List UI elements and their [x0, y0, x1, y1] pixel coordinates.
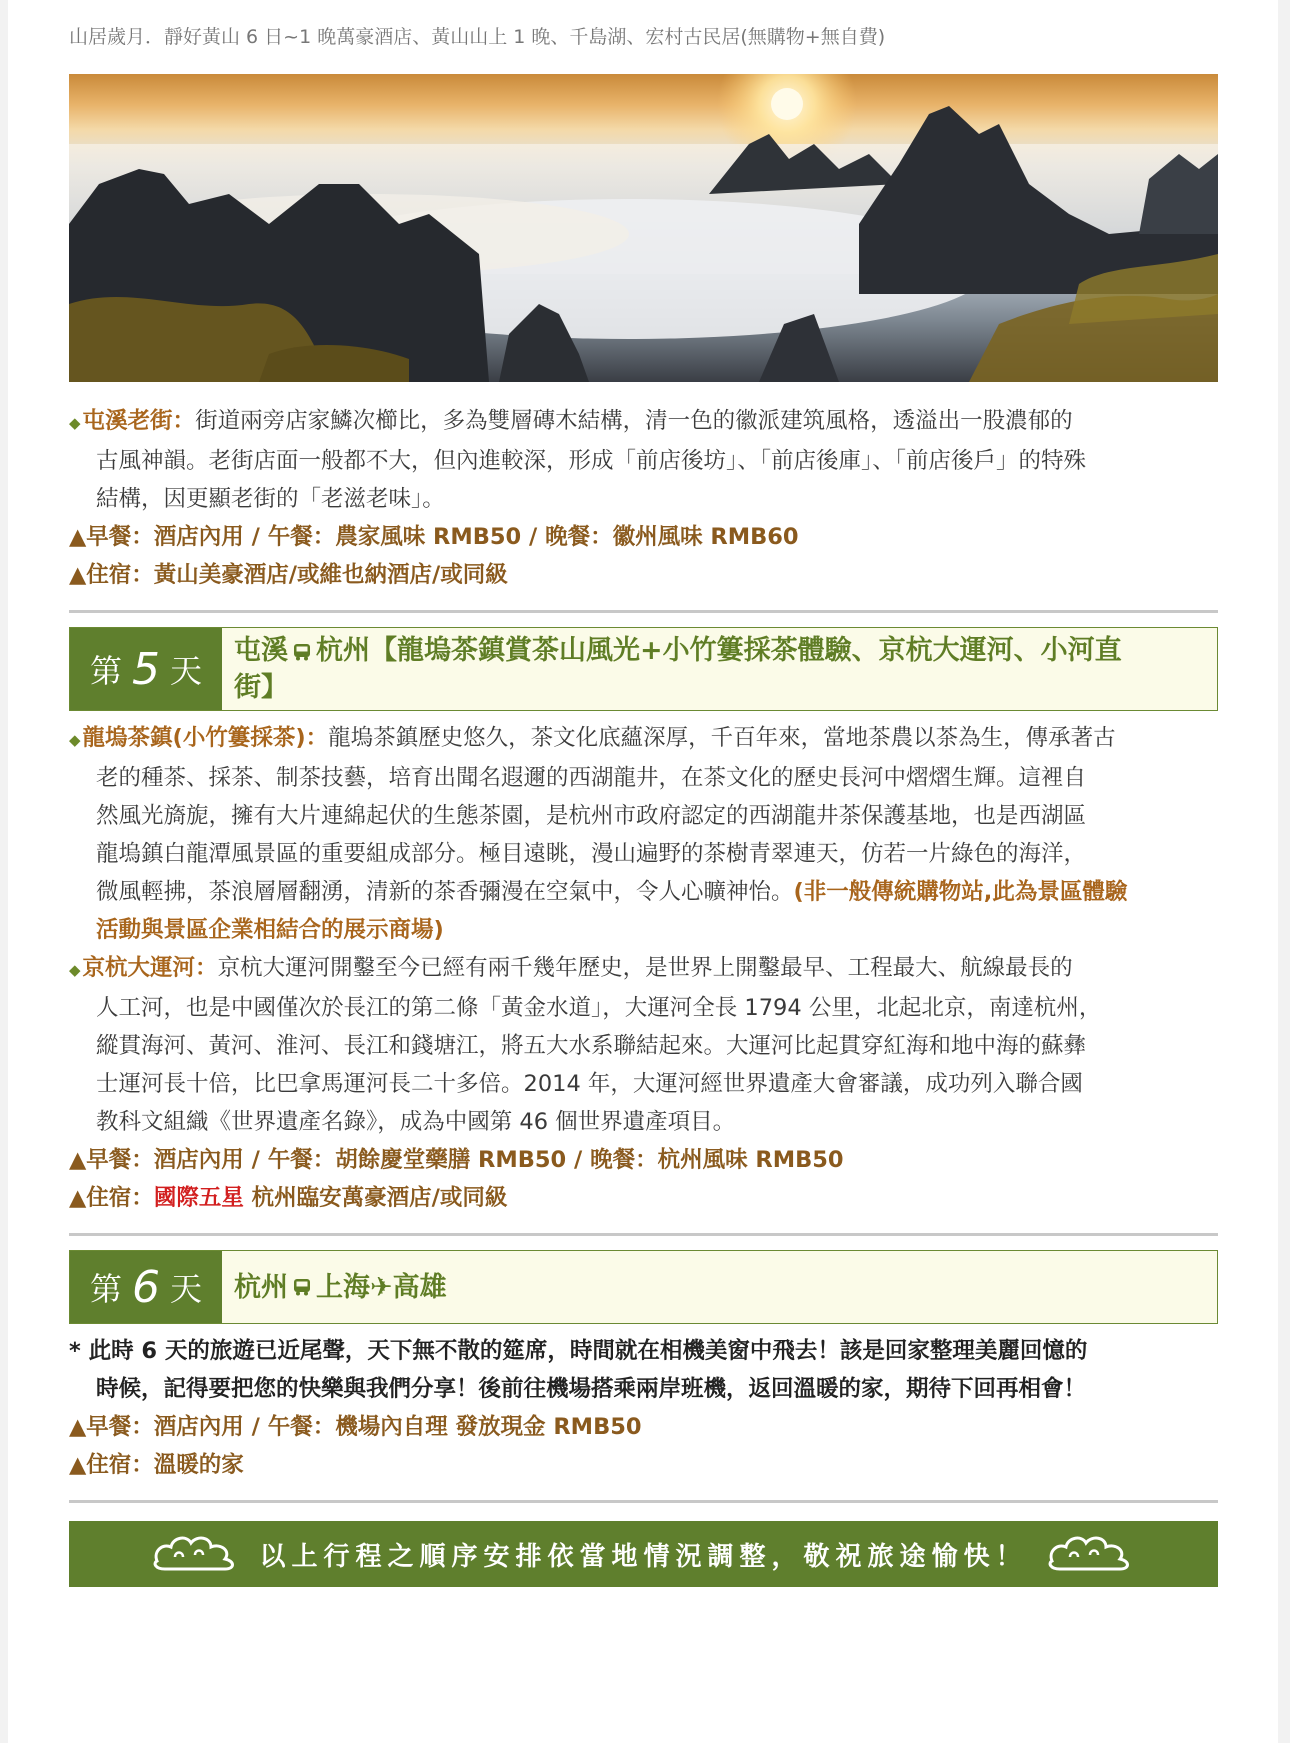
day6-header: [69, 1250, 1218, 1324]
bus-icon: [292, 642, 312, 662]
hotel-name: 杭州臨安萬豪酒店/或同級: [243, 1185, 508, 1211]
mountain-landscape-illustration: [69, 74, 1218, 382]
day6-badge: [70, 1251, 222, 1323]
diamond-bullet-icon: ◆: [69, 414, 81, 432]
auspicious-cloud-icon: [1046, 1529, 1136, 1580]
hotel-star-rating: 國際五星: [153, 1185, 244, 1211]
auspicious-cloud-icon: [151, 1529, 241, 1580]
attraction-name: 屯溪老街：: [82, 408, 196, 434]
diamond-bullet-icon: ◆: [69, 731, 81, 749]
longwu-line-1: [69, 719, 1218, 759]
attraction-name: 京杭大運河：: [82, 955, 218, 981]
longwu-tea-town-section: [69, 719, 1218, 949]
page-edge-right: [1278, 0, 1290, 1743]
bus-icon: [292, 1277, 312, 1297]
page-title: 山居歲月．靜好黃山 6 日~1 晚萬豪酒店、黃山山上 1 晚、千島湖、宏村古民居(無購物+無自費): [69, 26, 886, 48]
canal-line-3: 縱貫海河、黃河、淮河、長江和錢塘江，將五大水系聯結起來。大運河比起貫穿紅海和地中海的蘇彝: [96, 1033, 1087, 1059]
day-suffix: 天: [170, 1270, 203, 1308]
itinerary-content: [69, 0, 1218, 1587]
canal-line-2: 人工河，也是中國僅次於長江的第二條「黃金水道」，大運河全長 1794 公里，北起北京，南達杭州，: [96, 995, 1102, 1021]
section-divider: [69, 1500, 1218, 1503]
shopping-note-line-2: 活動與景區企業相結合的展示商場): [96, 917, 444, 943]
canal-line-1: [69, 949, 1218, 989]
footer-banner: [69, 1521, 1218, 1587]
section-divider: [69, 610, 1218, 613]
longwu-line-5: [69, 873, 1218, 911]
longwu-line-2: 老的種茶、採茶、制茶技藝，培育出聞名遐邇的西湖龍井，在茶文化的歷史長河中熠熠生輝。這裡自: [96, 765, 1087, 791]
route-rest: 杭州【龍塢茶鎮賞茶山風光+小竹簍採茶體驗、京杭大運河、小河直: [316, 635, 1122, 666]
attraction-text: 街道兩旁店家鱗次櫛比，多為雙層磚木結構，清一色的徽派建筑風格，透溢出一股濃郁的: [195, 408, 1073, 434]
day5-title: [222, 628, 1134, 710]
day-suffix: 天: [170, 652, 203, 690]
day6-note-line-2: 時候，記得要把您的快樂與我們分享！後前往機場搭乘兩岸班機，返回溫暖的家，期待下回再相會！: [96, 1376, 1087, 1402]
canal-line-4: 士運河長十倍，比巴拿馬運河長二十多倍。2014 年，大運河經世界遺產大會審議，成功列入聯合國: [96, 1071, 1083, 1097]
day6-meals: ▲早餐：酒店內用 / 午餐：機場內自理 發放現金 RMB50: [69, 1414, 642, 1440]
route-origin: 杭州: [234, 1271, 288, 1303]
page-edge-left: [0, 0, 8, 1743]
tunxi-old-street-line-1: [69, 402, 1218, 442]
plane-icon: ✈: [370, 1271, 393, 1303]
day6-title: [222, 1251, 459, 1323]
day5-badge: [70, 628, 222, 710]
longwu-line-4: 龍塢鎮白龍潭風景區的重要組成部分。極目遠眺，漫山遍野的茶樹青翠連天，仿若一片綠色的海洋，: [96, 841, 1087, 867]
attraction-name: 龍塢茶鎮(小竹簍採茶)：: [82, 725, 329, 751]
section-divider: [69, 1233, 1218, 1236]
day-prefix: 第: [89, 1270, 122, 1308]
attraction-text: 龍塢茶鎮歷史悠久，茶文化底蘊深厚，千百年來，當地茶農以茶為生，傳承著古: [328, 725, 1116, 751]
route-destination: 高雄: [392, 1271, 447, 1303]
diamond-bullet-icon: ◆: [69, 961, 81, 979]
shopping-note: (非一般傳統購物站,此為景區體驗: [793, 879, 1128, 905]
day-number: 6: [132, 1261, 160, 1313]
tunxi-old-street-line-2: 古風神韻。老街店面一般都不大，但內進較深，形成「前店後坊」、「前店後庫」、「前店後戶」的特殊: [96, 448, 1087, 474]
day4-hotel: ▲住宿：黃山美豪酒店/或維也納酒店/或同級: [69, 562, 508, 588]
attraction-text: 京杭大運河開鑿至今已經有兩千幾年歷史，是世界上開鑿最早、工程最大、航線最長的: [217, 955, 1073, 981]
canal-line-5: 教科文組織《世界遺產名錄》，成為中國第 46 個世界遺產項目。: [96, 1109, 736, 1135]
day4-meals: ▲早餐：酒店內用 / 午餐：農家風味 RMB50 / 晚餐：徽州風味 RMB60: [69, 524, 799, 550]
route-rest-line-2: 街】: [234, 672, 288, 703]
tunxi-old-street-section: [69, 402, 1218, 594]
day6-content: [69, 1332, 1218, 1484]
route-transit: 上海: [316, 1271, 370, 1303]
footer-banner-text: 以上行程之順序安排依當地情況調整，敬祝旅途愉快！: [259, 1541, 1028, 1572]
day6-hotel: ▲住宿：溫暖的家: [69, 1452, 244, 1478]
day6-note-line-1: * 此時 6 天的旅遊已近尾聲，天下無不散的筵席，時間就在相機美窗中飛去！該是回家整理美麗回憶的: [69, 1338, 1088, 1364]
attraction-text: 微風輕拂，茶浪層層翻湧，清新的茶香彌漫在空氣中，令人心曠神怡。: [96, 879, 794, 905]
tunxi-old-street-line-3: 結構，因更顯老街的「老滋老味」。: [96, 486, 445, 512]
hotel-label: ▲住宿：: [69, 1185, 154, 1211]
day5-meals: ▲早餐：酒店內用 / 午餐：胡餘慶堂藥膳 RMB50 / 晚餐：杭州風味 RMB50: [69, 1147, 844, 1173]
day-prefix: 第: [89, 652, 122, 690]
day5-header: [69, 627, 1218, 711]
grand-canal-section: [69, 949, 1218, 1217]
longwu-line-3: 然風光旖旎，擁有大片連綿起伏的生態茶園，是杭州市政府認定的西湖龍井茶保護基地，也是西湖區: [96, 803, 1087, 829]
day5-hotel: [69, 1179, 1218, 1217]
day-number: 5: [132, 643, 160, 695]
route-origin: 屯溪: [234, 635, 288, 666]
huangshan-sunrise-photo: [69, 74, 1218, 382]
